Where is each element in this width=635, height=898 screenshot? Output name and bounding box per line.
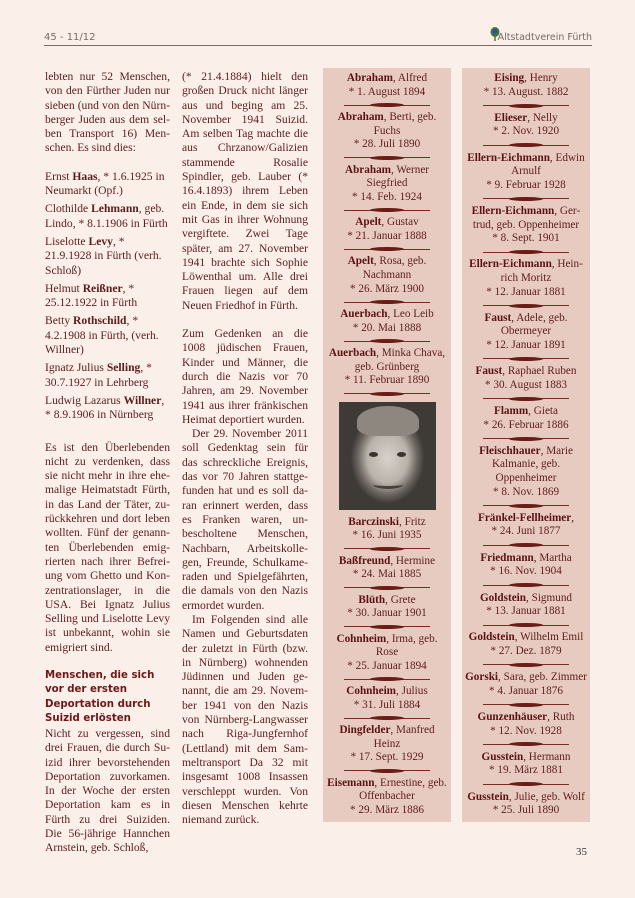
survivor-surname: Selling xyxy=(106,361,141,375)
ornament-divider xyxy=(344,392,431,396)
section-heading: Menschen, die sich vor der ersten Deportation durch Suizid erlösten xyxy=(45,669,155,725)
victim-surname: Auerbach xyxy=(340,307,388,320)
victim-entry xyxy=(325,555,449,582)
ornament-divider xyxy=(483,583,570,587)
victim-surname: Friedmann xyxy=(480,551,534,564)
victim-given-names: , Manfred Heinz xyxy=(373,724,435,750)
text-column-1 xyxy=(45,70,170,856)
victim-given-names: , Sara, geb. Zimmer xyxy=(498,671,587,684)
victim-entry xyxy=(464,791,588,818)
victim-given-names: , xyxy=(571,511,574,524)
memorial-day-paragraph: Der 29. November 2011 soll Gedenktag sein für das schreckliche Ereignis, das vor 70 Jahren stattgefunden hat und es soll daran erinnert werden, dass es Franken waren, unbescholtene Menschen, Nachbarn, Arbeitskollegen, Freunde, Schulkameraden und Spielgefährten, die damals von den Nazis ermordet wurden. xyxy=(182,427,308,612)
victim-entry xyxy=(325,516,449,543)
victim-surname: Flamm xyxy=(493,405,529,418)
victim-entry xyxy=(325,72,449,99)
victim-birthdate: * 11. Februar 1890 xyxy=(344,374,430,387)
victim-birthdate: * 25. Januar 1894 xyxy=(347,659,427,672)
victim-birthdate: * 12. Nov. 1928 xyxy=(490,724,562,737)
victim-entry xyxy=(464,671,588,698)
survivor-entry xyxy=(45,235,170,278)
ornament-divider xyxy=(483,250,570,254)
survivor-details: , * 1.6.1925 in Neumarkt (Opf.) xyxy=(45,169,165,198)
victim-birthdate: * 14. Feb. 1924 xyxy=(352,190,422,203)
victim-birthdate: * 25. Juli 1890 xyxy=(492,804,560,817)
survivor-entry xyxy=(45,361,170,390)
victim-given-names: , Sigmund xyxy=(526,591,573,604)
victim-surname: Cohnheim xyxy=(346,685,396,698)
ornament-divider xyxy=(344,677,431,681)
victim-birthdate: * 30. Januar 1901 xyxy=(347,607,427,620)
victim-given-names: , Gieta xyxy=(528,405,558,418)
victim-entry xyxy=(325,255,449,296)
victim-given-names: , Ruth xyxy=(547,710,575,723)
victim-given-names: , Julie, geb. Wolf xyxy=(508,790,585,803)
victim-surname: Fränkel-Fellheimer xyxy=(478,511,572,524)
victim-surname: Goldstein xyxy=(468,631,515,644)
victim-given-names: , Alfred xyxy=(392,72,428,84)
victim-birthdate: * 26. Februar 1886 xyxy=(483,418,569,431)
victim-birthdate: * 8. Sept. 1901 xyxy=(492,232,560,245)
victim-entry xyxy=(464,205,588,246)
ornament-divider xyxy=(483,543,570,547)
survivor-surname: Lehmann xyxy=(91,202,139,216)
ornament-divider xyxy=(483,437,570,441)
survivor-surname: Haas xyxy=(72,169,98,183)
text-column-2 xyxy=(182,70,308,827)
survivor-entry xyxy=(45,314,170,357)
survivor-first-name: Ernst xyxy=(45,169,73,183)
victim-birthdate: * 31. Juli 1884 xyxy=(353,698,421,711)
victim-birthdate: * 27. Dez. 1879 xyxy=(490,644,562,657)
suicide-paragraph: Nicht zu vergessen, sind drei Frauen, die durch Suizid ihrer bevorstehenden Deportation zuvorkamen. In der Woche der ersten Deportation kam es in Fürth zu drei Suiziden. Die 56-jährige Hannchen Arnstein, geb. Schloß, xyxy=(45,726,170,855)
victim-given-names: , Minka Chava, geb. Grünberg xyxy=(354,346,446,373)
ornament-divider xyxy=(344,339,431,343)
victim-given-names: , Edwin Arnulf xyxy=(511,151,585,178)
victim-birthdate: * 28. Juli 1890 xyxy=(353,138,421,151)
ornament-divider xyxy=(483,663,570,667)
survivor-details: , * 21.9.1928 in Fürth (verh. Schloß) xyxy=(45,234,162,277)
ornament-divider xyxy=(344,769,431,773)
victim-surname: Gusstein xyxy=(481,750,524,763)
ornament-divider xyxy=(344,625,431,629)
victim-birthdate: * 16. Juni 1935 xyxy=(352,529,422,542)
victim-birthdate: * 19. März 1881 xyxy=(489,764,563,777)
ornament-divider xyxy=(483,623,570,627)
victim-given-names: , Hermann xyxy=(523,750,571,763)
survivor-surname: Levy xyxy=(88,234,113,248)
victim-entry xyxy=(325,308,449,335)
victim-entry xyxy=(464,365,588,392)
victim-surname: Abraham xyxy=(337,111,384,124)
page-header xyxy=(44,30,592,46)
survivor-first-name: Ludwig Lazarus xyxy=(45,393,124,407)
victim-given-names: , Julius xyxy=(396,685,428,698)
victims-list-1 xyxy=(323,68,451,822)
survivor-first-name: Helmut xyxy=(45,281,83,295)
victim-entry xyxy=(325,777,449,818)
victim-birthdate: * 24. Juni 1877 xyxy=(491,525,561,538)
victim-entry xyxy=(464,592,588,619)
victims-list-2 xyxy=(462,68,590,822)
ornament-divider xyxy=(483,357,570,361)
names-intro-paragraph: Im Folgenden sind alle Namen und Geburtsdaten der zuletzt in Fürth (bzw. in Nürnberg) wohnenden Jüdinnen und Juden genannt, die am 29. November 1941 von den Nazis von Nürnberg-Langwasser nach Riga-Jungfernhof (Lettland) mit dem Sammeltransport Da 32 mit insgesamt 1008 Insassen verschleppt wurden. Von diesen Menschen kehrte niemand zurück. xyxy=(182,612,308,827)
victim-surname: Barczinski xyxy=(348,515,400,528)
victim-surname: Eising xyxy=(494,72,525,84)
ornament-divider xyxy=(483,703,570,707)
victim-surname: Eisemann xyxy=(327,776,375,789)
victim-surname: Gorski xyxy=(465,671,499,684)
victim-entry xyxy=(464,258,588,299)
victim-entry xyxy=(325,216,449,243)
ornament-divider xyxy=(344,716,431,720)
victim-entry xyxy=(464,631,588,658)
victim-entry xyxy=(325,111,449,152)
victim-given-names: , Grete xyxy=(385,593,416,606)
victim-given-names: , Gustav xyxy=(381,216,419,229)
victim-surname: Gusstein xyxy=(467,790,509,803)
ornament-divider xyxy=(483,304,570,308)
ornament-divider xyxy=(483,397,570,401)
victim-birthdate: * 30. August 1883 xyxy=(484,378,568,391)
victim-given-names: , Rosa, geb. Nachmann xyxy=(362,255,427,281)
survivor-details: , * 4.2.1908 in Fürth, (verh. Willner) xyxy=(45,314,159,357)
victim-surname: Apelt xyxy=(347,255,374,268)
victim-birthdate: * 21. Januar 1888 xyxy=(347,229,427,242)
victim-given-names: , Gertrud, geb. Oppenheimer xyxy=(472,205,581,231)
ornament-divider xyxy=(483,782,570,786)
suicide-paragraph-cont: (* 21.4.1884) hielt den großen Druck nicht länger aus und beging am 25. November 1941 Suizid. Am selben Tag machte die aus Chrzanow/Galizien stammende Rosalie Spindler, geb. Lauber (* 16.4.1893) ihrem Leben ein Ende, in dem sie sich mit Gas in ihrer Wohnung vergiftete. Zwei Tage später, am 27. November 1941 brachte sich Sophie Löwenthal um. Alle drei Frauen liegen auf dem Neuen Friedhof in Fürth. xyxy=(182,70,308,312)
survivor-first-name: Betty xyxy=(45,314,74,328)
ornament-divider xyxy=(344,300,431,304)
victim-surname: Elieser xyxy=(494,111,528,124)
ornament-divider xyxy=(344,586,431,590)
victim-given-names: , Adele, geb. Obermeyer xyxy=(500,311,568,338)
victim-surname: Auerbach xyxy=(328,346,377,359)
victim-birthdate: * 4. Januar 1876 xyxy=(489,684,563,697)
survivor-entry xyxy=(45,170,170,199)
ornament-divider xyxy=(344,247,431,251)
victim-birthdate: * 2. Nov. 1920 xyxy=(492,125,560,138)
victim-entry xyxy=(464,512,588,539)
victim-surname: Fleischhauer xyxy=(479,444,541,457)
victim-given-names: , Wilhelm Emil xyxy=(514,631,584,644)
victim-birthdate: * 13. August. 1882 xyxy=(483,85,569,98)
intro-paragraph: lebten nur 52 Menschen, von den Fürther Juden nur sieben (und von den Nürnberger Juden aus dem selben Transport 16) Menschen. Es sind dies: xyxy=(45,70,170,155)
survivor-details: , * 25.12.1922 in Fürth xyxy=(45,281,138,310)
victim-entry xyxy=(325,347,449,388)
victim-birthdate: * 17. Sept. 1929 xyxy=(350,751,424,764)
victim-entry xyxy=(325,594,449,621)
ornament-divider xyxy=(344,208,431,212)
victim-entry xyxy=(325,685,449,712)
victim-given-names: , Henry xyxy=(524,72,558,84)
ornament-divider xyxy=(483,104,570,108)
victim-given-names: , Heinrich Moritz xyxy=(500,258,583,285)
victim-given-names: , Fritz xyxy=(399,515,426,528)
victim-surname: Ellern-Eichmann xyxy=(467,151,550,164)
victim-birthdate: * 20. Mai 1888 xyxy=(352,321,422,334)
victim-entry xyxy=(464,405,588,432)
victim-entry xyxy=(464,751,588,778)
victim-surname: Abraham xyxy=(344,163,391,176)
victim-surname: Abraham xyxy=(346,72,393,84)
victim-given-names: , Marie Kalmanie, geb. Oppenheimer xyxy=(491,444,573,485)
victim-surname: Faust xyxy=(484,311,512,324)
victim-surname: Faust xyxy=(475,365,503,378)
ornament-divider xyxy=(483,143,570,147)
victim-surname: Apelt xyxy=(355,216,382,229)
victim-entry xyxy=(464,152,588,193)
victim-surname: Ellern-Eichmann xyxy=(471,205,555,218)
victim-entry xyxy=(325,164,449,205)
ornament-divider xyxy=(483,504,570,508)
victim-birthdate: * 29. März 1886 xyxy=(350,804,424,817)
memorial-paragraph: Zum Gedenken an die 1008 jüdischen Frauen, Kinder und Männer, die durch die Nazis vor 70 Jahren, am 29. November 1941 aus ihrer fränkischen Heimat deportiert wurden. xyxy=(182,327,308,426)
victim-surname: Goldstein xyxy=(479,591,526,604)
survivor-entry xyxy=(45,394,170,423)
survivor-entry xyxy=(45,202,170,231)
victim-entry xyxy=(464,312,588,353)
victim-entry xyxy=(464,112,588,139)
victim-given-names: , Berti, geb. Fuchs xyxy=(373,111,437,137)
survivor-first-name: Ignatz Julius xyxy=(45,361,107,375)
ornament-divider xyxy=(344,103,431,107)
victim-entry xyxy=(464,72,588,99)
victim-surname: Dingfelder xyxy=(339,724,391,737)
victim-birthdate: * 12. Januar 1891 xyxy=(486,339,566,352)
victim-birthdate: * 26. März 1900 xyxy=(350,282,424,295)
ornament-divider xyxy=(483,197,570,201)
victim-birthdate: * 13. Januar 1881 xyxy=(486,605,566,618)
survivor-first-name: Liselotte xyxy=(45,234,89,248)
victim-surname: Blüth xyxy=(358,593,386,606)
ornament-divider xyxy=(483,742,570,746)
survivor-details: , * 30.7.1927 in Lehrberg xyxy=(45,361,152,389)
victim-birthdate: * 9. Februar 1928 xyxy=(486,178,566,191)
victim-entry xyxy=(464,445,588,499)
page-number: 35 xyxy=(576,846,587,858)
victim-surname: Gunzenhäuser xyxy=(477,710,548,723)
survivor-surname: Rothschild xyxy=(73,314,127,328)
victim-birthdate: * 16. Nov. 1904 xyxy=(490,565,562,578)
victim-given-names: , Martha xyxy=(533,551,572,564)
victim-surname: Cohnheim xyxy=(336,632,387,645)
victim-birthdate: * 8. Nov. 1869 xyxy=(492,485,560,498)
survivor-first-name: Clothilde xyxy=(45,202,92,216)
victim-birthdate: * 1. August 1894 xyxy=(348,85,426,98)
victim-entry xyxy=(464,552,588,579)
survivor-surname: Reißner xyxy=(82,281,123,295)
victim-given-names: , Leo Leib xyxy=(387,307,434,320)
ornament-divider xyxy=(344,547,431,551)
survivor-surname: Willner xyxy=(123,393,162,407)
victim-surname: Baßfreund xyxy=(338,554,391,567)
victim-given-names: , Nelly xyxy=(527,111,558,124)
survivor-details: , geb. Lindo, * 8.1.1906 in Fürth xyxy=(45,202,168,230)
ornament-divider xyxy=(344,156,431,160)
survivor-details: , * 8.9.1906 in Nürnberg xyxy=(45,393,165,422)
victim-entry xyxy=(325,633,449,674)
issue-number: 45 - 11/12 xyxy=(44,32,96,43)
victim-entry xyxy=(464,711,588,738)
victim-given-names: , Raphael Ruben xyxy=(502,365,577,378)
victim-entry xyxy=(325,724,449,765)
survivor-list xyxy=(45,170,170,423)
victim-given-names: , Ernestine, geb. Offenbacher xyxy=(359,776,447,803)
victim-given-names: , Werner Siegfried xyxy=(366,163,430,190)
publisher-name: Altstadtverein Fürth xyxy=(497,32,592,43)
victim-given-names: , Hermine xyxy=(390,554,436,567)
portrait-photo xyxy=(339,402,436,510)
victim-birthdate: * 12. Januar 1881 xyxy=(486,285,566,298)
victim-birthdate: * 24. Mai 1885 xyxy=(352,568,422,581)
victim-given-names: , Irma, geb. Rose xyxy=(375,632,438,659)
survivor-entry xyxy=(45,282,170,311)
survivors-paragraph: Es ist den Überlebenden nicht zu verdenken, dass sie nicht mehr in ihre ehemalige Heimatstadt Fürth, in das Land der Täter, zurückkehren und dort leben wollten. Fünf der genannten Überlebenden emigrierten nach ihrer Befreiung vom Ghetto und Konzentrationslager, in die USA. Bei Ignatz Julius Selling und Liselotte Levy ist unbekannt, wohin sie emigriert sind. xyxy=(45,440,170,654)
victim-surname: Ellern-Eichmann xyxy=(469,258,552,271)
